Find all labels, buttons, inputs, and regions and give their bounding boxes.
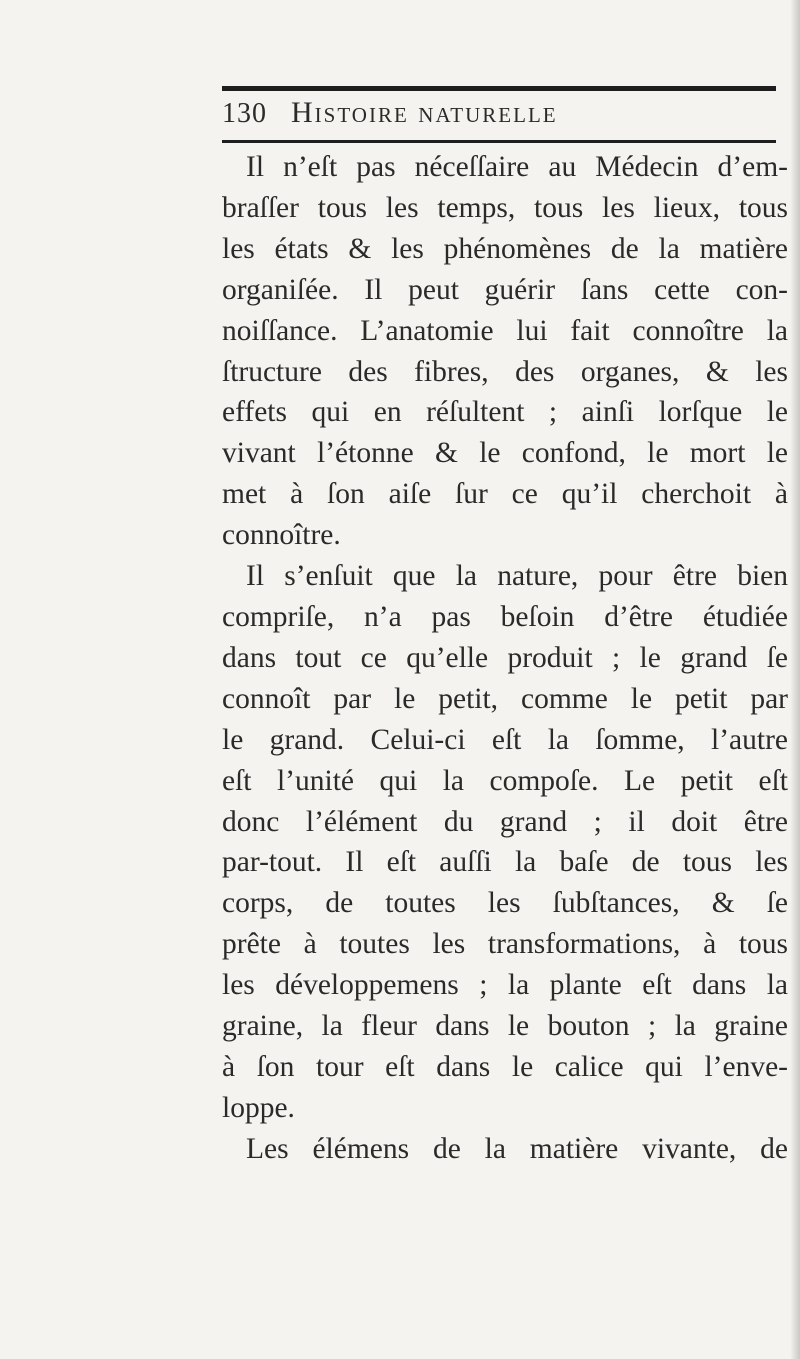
text-line: loppe. xyxy=(222,1091,295,1124)
text-line: les états & les phénomènes de la matière xyxy=(222,232,788,265)
running-head xyxy=(222,96,776,134)
page-number: 130 xyxy=(222,98,267,129)
text-line: vivant l’étonne & le confond, le mort le xyxy=(222,437,788,470)
running-title: Histoire naturelle xyxy=(291,96,558,129)
text-line: les développemens ; la plante eſt dans la xyxy=(222,969,788,1002)
text-line: ſtructure des fibres, des organes, & les xyxy=(222,355,788,388)
text-line: donc l’élément du grand ; il doit être xyxy=(222,805,788,838)
text-line: eſt l’unité qui la compoſe. Le petit eſt xyxy=(222,764,788,797)
text-line: connoître. xyxy=(222,519,341,552)
page-edge-shadow xyxy=(790,0,800,1359)
text-line: Les élémens de la matière vivante, de xyxy=(246,1132,788,1165)
header-bottom-rule xyxy=(222,140,776,143)
text-line: graine, la fleur dans le bouton ; la graine xyxy=(222,1010,788,1043)
text-line: prête à toutes les transformations, à tous xyxy=(222,928,788,961)
header-top-rule xyxy=(222,86,776,91)
text-line: à ſon tour eſt dans le calice qui l’enve- xyxy=(222,1050,788,1083)
text-line: connoît par le petit, comme le petit par xyxy=(222,682,788,715)
text-line: corps, de toutes les ſubſtances, & ſe xyxy=(222,887,788,920)
body-text xyxy=(222,147,788,1170)
text-line: dans tout ce qu’elle produit ; le grand ſe xyxy=(222,641,788,674)
text-line: Il n’eſt pas néceſſaire au Médecin d’em- xyxy=(246,151,788,183)
text-line: Il s’enſuit que la nature, pour être bien xyxy=(246,560,788,593)
text-line: le grand. Celui-ci eſt la ſomme, l’autre xyxy=(222,723,788,756)
text-line: braſſer tous les temps, tous les lieux, tous xyxy=(222,191,788,224)
text-line: met à ſon aiſe ſur ce qu’il cherchoit à xyxy=(222,478,788,511)
text-line: effets qui en réſultent ; ainſi lorſque le xyxy=(222,396,788,429)
text-line: noiſſance. L’anatomie lui fait connoître la xyxy=(222,314,788,347)
text-line: compriſe, n’a pas beſoin d’être étudiée xyxy=(222,600,788,633)
text-line: par-tout. Il eſt auſſi la baſe de tous les xyxy=(222,846,788,879)
text-line: organiſée. Il peut guérir ſans cette con- xyxy=(222,273,788,306)
